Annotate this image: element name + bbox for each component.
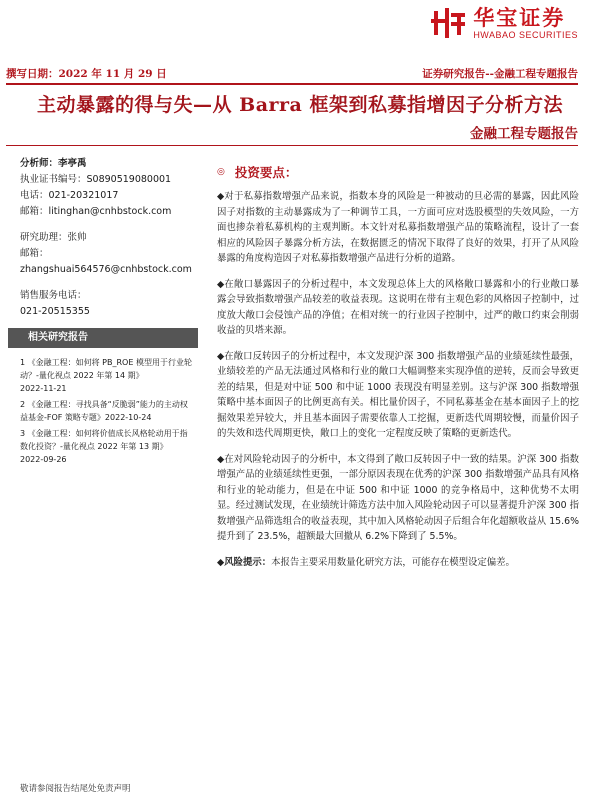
analyst-license: 执业证书编号：S0890519080001: [20, 174, 172, 185]
key-point-paragraph: ◆在对风险轮动因子的分析中，本文得到了敞口反转因子中一致的结果。沪深 300 指数增强产品的业绩延续性更强，一部分原因表现在优秀的沪深 300 指数增强产品具有风格和行业的轮动能力，但是在中证 500 和中证 1000 的竞争格局中，这种优势不太明显。经过测试发现，在业绩统计筛选方法中加入风险轮动因子可以显著提升沪深 300 指数增强产品筛选组合的收益表现，其中加入风格轮动因子后组合年化超额收益从 15.6%提升到了 23.5%，超额最大回撤从 6.2%下降到了 5.5%。: [217, 453, 579, 542]
subtitle-divider: [6, 145, 578, 146]
target-icon: ◎: [217, 167, 225, 177]
assistant-email-label: 邮箱：: [20, 248, 49, 259]
report-category: 证券研究报告--金融工程专题报告: [422, 68, 578, 80]
related-report-item[interactable]: 3 《金融工程：如何将价值成长风格轮动用于指数化投资？-量化视点 2022 年第 13 期》 2022-09-26: [20, 429, 188, 464]
brand-name-cn: 华宝证券: [473, 6, 566, 30]
sales-label: 销售服务电话：: [20, 290, 87, 301]
brand-logo: [431, 6, 578, 40]
key-point-paragraph: ◆对于私募指数增强产品来说，指数本身的风险是一种被动的旦必需的暴露，因此风险因子对指数的主动暴露成为了一种调节工具，一方面可应对选股模型的失效风险，一方面也掺杂着私募机构的主观判断。本文针对私募指数增强产品的策略流程，设计了一套相应的风险因子暴露分析方法，在数据匮乏的情况下取得了良好的效果，打开了从风险暴露的角度构造因子对私募指数增强产品进行分析的道路。: [217, 191, 579, 264]
related-reports-heading: 相关研究报告: [8, 328, 198, 348]
disclaimer-footer: 敬请参阅报告结尾处免责声明: [20, 784, 131, 794]
sales-phone: 021-20515355: [20, 306, 90, 317]
page-subtitle: 金融工程专题报告: [470, 126, 578, 142]
analyst-sidebar: [20, 156, 195, 469]
related-reports-list: [20, 356, 195, 466]
header-divider: [6, 83, 578, 85]
brand-name-en: HWABAO SECURITIES: [473, 30, 578, 40]
report-date: 撰写日期：2022 年 11 月 29 日: [6, 68, 167, 80]
analyst-phone: 电话：021-20321017: [20, 190, 119, 201]
risk-warning: [217, 555, 579, 571]
analyst-email[interactable]: 邮箱：litinghan@cnhbstock.com: [20, 206, 172, 217]
report-header: [6, 66, 578, 81]
related-report-item[interactable]: 2 《金融工程：寻找具备“反脆弱”能力的主动权益基金-FOF 策略专题》2022-10-24: [20, 400, 188, 422]
page-title: 主动暴露的得与失—从 Barra 框架到私募指增因子分析方法: [37, 94, 563, 116]
brand-mark-icon: [431, 8, 467, 38]
assistant-email[interactable]: zhangshuai564576@cnhbstock.com: [20, 264, 192, 275]
key-point-paragraph: ◆在敞口反转因子的分析过程中，本文发现沪深 300 指数增强产品的业绩延续性最强，业绩较差的产品无法通过风格和行业的敞口大幅调整来实现净值的逆转，反而会导致更差的结果，但是对中证 500 和中证 1000 表现没有明显差别。这与沪深 300 指数增强策略中基本面因子的比例更高有关。相比量价因子，不同私募基金在基本面因子上的挖掘效果差异较大，并且基本面因子需要依靠人工挖掘，更新迭代周期较慢，而量价因子的失效和迭代周期更快，敞口上的变化一定程度反映了策略的更新迭代。: [217, 350, 579, 439]
key-point-paragraph: ◆在敞口暴露因子的分析过程中，本文发现总体上大的风格敞口暴露和小的行业敞口暴露会导致指数增强产品较差的收益表现。这说明在带有主观色彩的风格因子控制中，过度放大敞口会侵蚀产品的净值；在相对统一的行业因子控制中，过严的敞口约束会削弱收益的贝塔来源。: [217, 278, 579, 336]
assistant-name: 研究助理：张帅: [20, 232, 87, 243]
analyst-name: 分析师：李亭禹: [20, 158, 87, 169]
related-report-item[interactable]: 1 《金融工程：如何将 PB_ROE 模型用于行业轮动？-量化视点 2022 年第 14 期》 2022-11-21: [20, 358, 192, 393]
key-points-heading: 投资要点：: [234, 165, 298, 180]
key-points-section: [217, 163, 579, 580]
risk-warning-text: 本报告主要采用数量化研究方法，可能存在模型设定偏差。: [271, 556, 515, 568]
risk-warning-label: ◆风险提示：: [217, 556, 272, 568]
